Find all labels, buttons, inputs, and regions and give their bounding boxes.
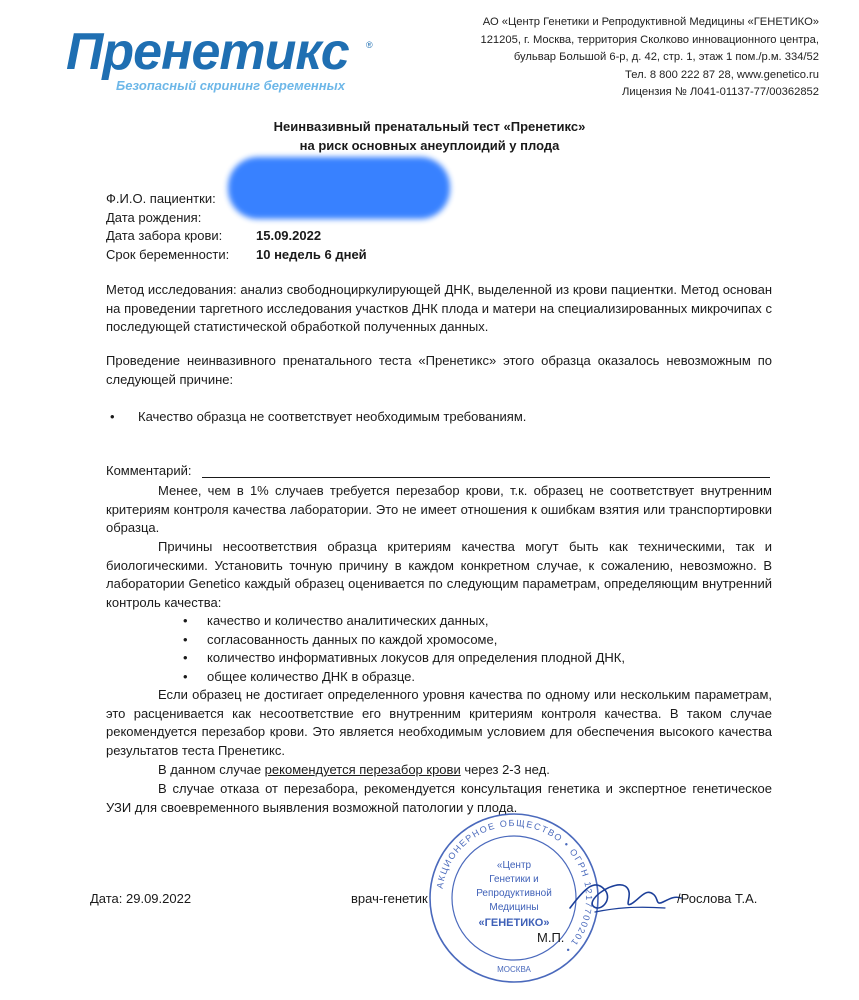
comment-label: Комментарий: [106, 463, 192, 478]
company-address-2: бульвар Большой 6-р, д. 42, стр. 1, этаж 1 пом./р.м. 334/52 [513, 51, 819, 63]
company-contacts: Тел. 8 800 222 87 28, www.genetico.ru [625, 68, 819, 81]
blood-date-value: 15.09.2022 [256, 228, 322, 243]
recommendation-prefix: В данном случае [158, 762, 265, 777]
comment-paragraph-2: Причины несоответствия образца критериям качества могут быть как техническими, так и биологическими. Установить точную причину в каждом конкретном случае, к сожалению, невозможно. В лаборатории Genetico каждый образец оценивается по следующим параметрам, определяющим внутренний контроль качества: [106, 539, 772, 610]
comment-paragraph-5: В случае отказа от перезабора, рекомендуется консультация генетика и экспертное генетическое УЗИ для своевременного выявления возможной патологии у плода. [106, 781, 772, 815]
pregnancy-term-row [106, 246, 367, 265]
blood-date-row [106, 227, 322, 246]
brand-logo [66, 22, 386, 102]
doctor-name: /Рослова Т.А. [677, 891, 758, 906]
doctor-title: врач-генетик [351, 891, 428, 906]
comment-paragraph-4 [106, 761, 772, 780]
birth-date-row [106, 209, 229, 228]
registered-mark: ® [366, 40, 373, 50]
patient-name-label: Ф.И.О. пациентки: [106, 191, 216, 206]
method-paragraph: Метод исследования: анализ свободноциркулирующей ДНК, выделенной из крови пациентки. Метод основан на проведении таргетного исследования участков ДНК плода и матери на специализированных микрочипах с последующей статистической обработкой полученных данных. [106, 282, 772, 334]
company-address-1: 121205, г. Москва, территория Сколково инновационного центра, [480, 33, 819, 46]
pregnancy-term-label: Срок беременности: [106, 246, 230, 262]
qc-bullet-text: качество и количество аналитических данных, [207, 613, 489, 628]
seal-city: МОСКВА [497, 965, 531, 974]
company-details [419, 14, 819, 102]
comment-paragraph-1: Менее, чем в 1% случаев требуется перезабор крови, т.к. образец не соответствует внутренним критериям контроля качества лаборатории. Это не имеет отношения к ошибкам взятия или транспортировки образца. [106, 483, 772, 535]
recommendation-emphasis: рекомендуется перезабор крови [264, 762, 461, 777]
pregnancy-term-value: 10 недель 6 дней [256, 246, 367, 262]
qc-bullet-text: общее количество ДНК в образце. [207, 668, 415, 684]
recommendation-suffix: через 2-3 нед. [460, 762, 550, 777]
seal-line-3: Репродуктивной [476, 888, 552, 899]
patient-fields [106, 190, 367, 264]
bullet-glyph: • [183, 631, 188, 647]
logo-tagline: Безопасный скрининг беременных [116, 78, 345, 93]
bullet-glyph: • [183, 613, 188, 628]
comment-paragraph-3: Если образец не достигает определенного уровня качества по одному или нескольким параметрам, это расценивается как несоответствие его внутренним критериям контроля качества. В таком случае рекомендуется перезабор крови. Это является необходимым условием для обеспечения высокого качества результатов теста Пренетикс. [106, 687, 772, 758]
company-name: АО «Центр Генетики и Репродуктивной Медицины «ГЕНЕТИКО» [482, 16, 819, 28]
report-date: Дата: 29.09.2022 [90, 891, 192, 906]
company-license: Лицензия № Л041-01137-77/00362852 [622, 86, 819, 98]
reason-paragraph: Проведение неинвазивного пренатального теста «Пренетикс» этого образца оказалось невозможным по следующей причине: [106, 353, 772, 387]
blood-date-label: Дата забора крови: [106, 228, 223, 243]
qc-bullet-text: количество информативных локусов для определения плодной ДНК, [207, 650, 625, 665]
seal-line-5: «ГЕНЕТИКО» [478, 917, 550, 929]
bullet-glyph: • [183, 668, 188, 684]
birth-date-label: Дата рождения: [106, 209, 202, 225]
seal-line-2: Генетики и [489, 874, 539, 885]
patient-name-row [106, 190, 229, 209]
bullet-glyph: • [110, 409, 115, 424]
document-title [0, 117, 859, 155]
qc-bullet-text: согласованность данных по каждой хромосоме, [207, 631, 498, 647]
title-line-2: на риск основных анеуплоидий у плода [299, 138, 560, 153]
seal-place-mark: М.П. [537, 930, 565, 945]
title-line-1: Неинвазивный пренатальный тест «Пренетикс» [273, 119, 586, 134]
seal-line-1: «Центр [496, 860, 532, 871]
doctor-signature [565, 868, 685, 928]
reason-bullet-text: Качество образца не соответствует необходимым требованиям. [138, 409, 527, 424]
seal-line-4: Медицины [489, 902, 539, 913]
seal-ring-text: АКЦИОНЕРНОЕ ОБЩЕСТВО • ОГРН 1217700201 • [434, 817, 595, 956]
comment-underline [202, 477, 770, 478]
redaction-mark [228, 157, 450, 219]
logo-wordmark: Пренетикс [66, 23, 349, 81]
bullet-glyph: • [183, 650, 188, 665]
